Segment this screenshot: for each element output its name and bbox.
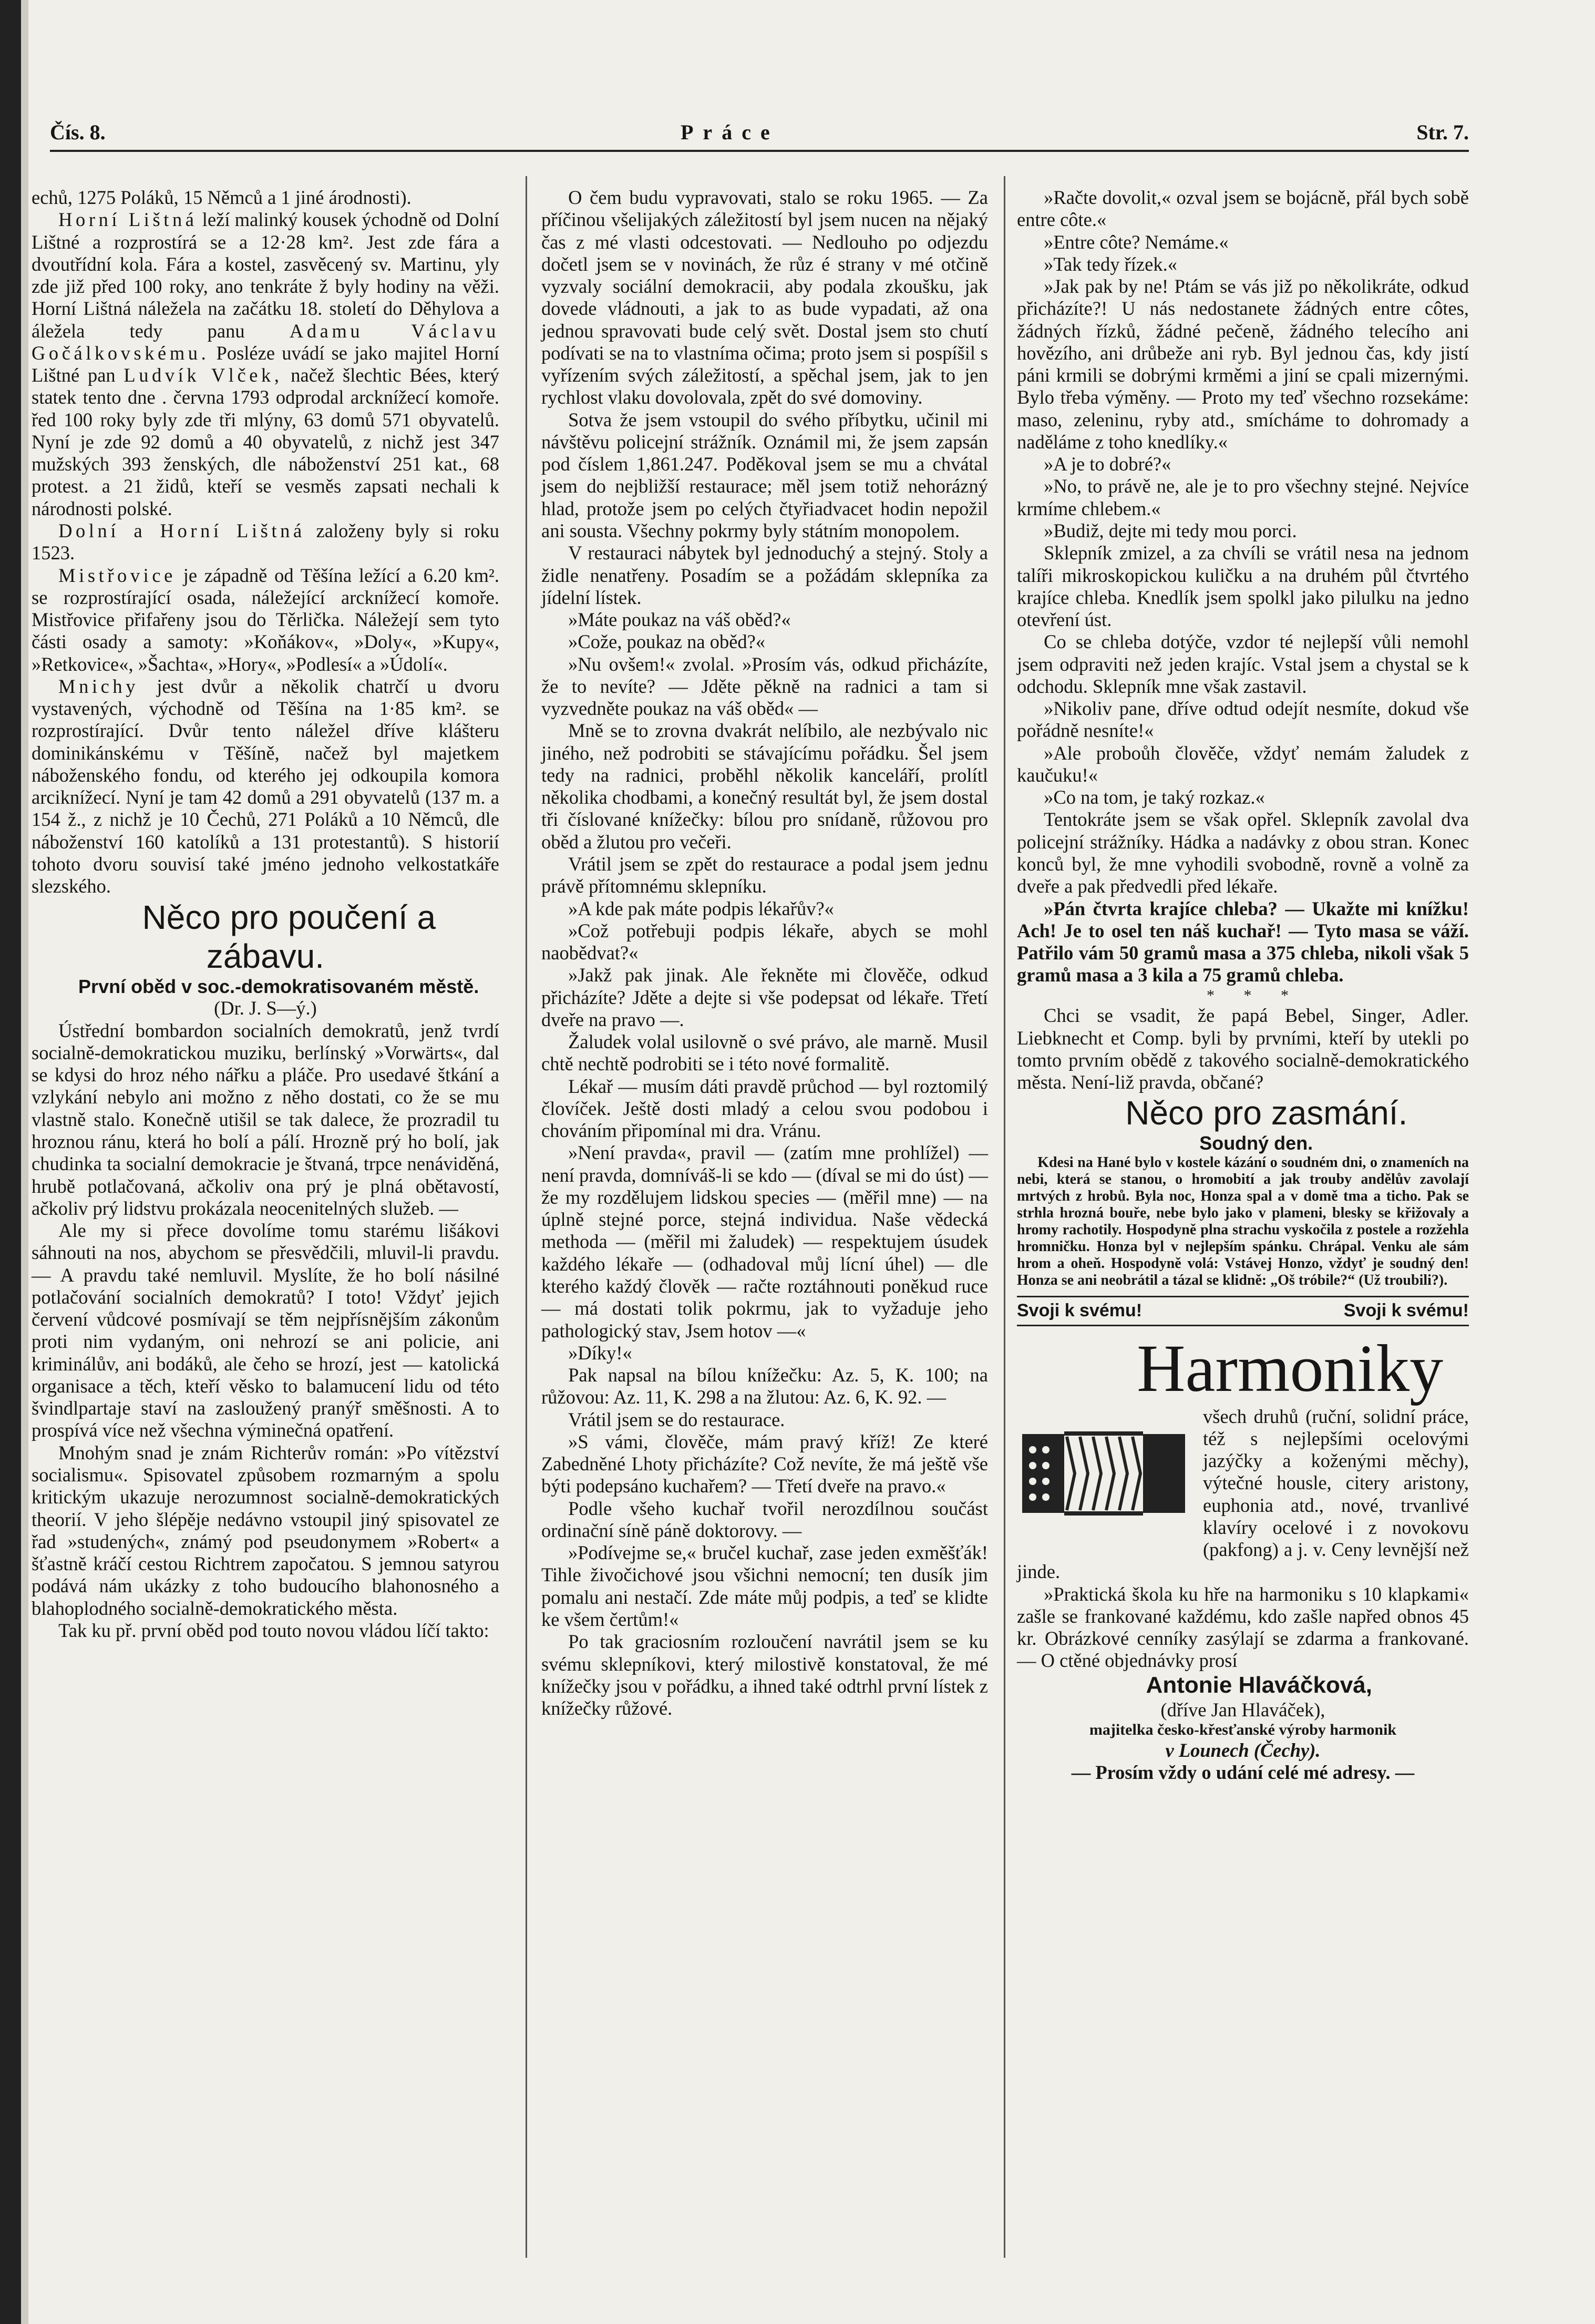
paragraph: Lékař — musím dáti pravdě průchod — byl roztomilý človíček. Ještě dosti mladý a celou svou podobou i chováním připomínal mi dra. Vránu. [541, 1075, 988, 1142]
paragraph: Mně se to zrovna dvakrát nelíbilo, ale nezbývalo nic jiného, než podrobiti se stávajícímu pořádku. Šel jsem tedy na radnici, proběhl několik kanceláří, prolítl několika chodbami, a konečný resultát byl, že jsem dostal tři číslované knížečky: bílou pro snídaně, růžovou pro oběd a žlutou pro večeři. [541, 720, 988, 853]
page-header [50, 120, 1469, 151]
paragraph: »Máte poukaz na váš oběd?« [568, 609, 791, 631]
paragraph: Vrátil jsem se do restaurace. [568, 1408, 785, 1430]
paragraph: »Račte dovolit,« ozval jsem se bojácně, přál bych sobě entre côte.« [1017, 187, 1469, 231]
paragraph: »Což potřebuji podpis lékaře, abych se mohl naobědvat?« [541, 919, 988, 964]
paragraph: »S vámi, člověče, mám pravý kříž! Ze které Zabedněné Lhoty přicházíte? Což nevíte, že má ještě vše býti podepsáno kuchařem? — Třetí dveře na pravo.« [541, 1430, 988, 1497]
paragraph: »Co na tom, je taký rozkaz.« [1044, 786, 1265, 808]
paragraph: Tak ku př. první oběd pod touto novou vládou líčí takto: [58, 1619, 489, 1641]
paragraph: »Podívejme se,« bručel kuchař, zase jeden exměšťák! Tihle živočichové jsou všichni nemocní; ten dusík jim pomalu ani nestačí. Zde máte můj podpis, a teď se klidte ke všem čertům!« [541, 1542, 988, 1630]
accordion-illustration [1017, 1413, 1190, 1534]
paragraph: »Ale proboůh člověče, vždyť nemám žaludek z kaučuku!« [1017, 742, 1469, 786]
issue-number: Čís. 8. [50, 120, 106, 144]
section-separator: * * * [1207, 986, 1301, 1004]
slogan-left: Svoji k svému! [1017, 1301, 1143, 1321]
column-divider-2 [1004, 176, 1005, 2258]
paragraph: »Jak pak by ne! Ptám se vás již po několikráte, odkud přicházíte?! U nás nedostanete žádných entre côtes, žádných řízků, žádné pečeně, žádného telecího ani hovězího, ani drůbeže ani ryb. Byl jednou čas, kdy jistí páni krmili se dobrými krměmi a jiní se cpali mizernými. Bylo třeba výměny. — Proto my teď všechno rozsekáme: maso, zeleninu, ryby atd., smícháme to dohromady a naděláme z toho knedlíky.« [1017, 275, 1469, 453]
paragraph: Sotva že jsem vstoupil do svého příbytku, učinil mi návštěvu policejní strážník. Oznámil mi, že jsem zapsán pod číslem 1,861.247. Poděkoval jsem se mu a chvátal jsem do nejbližší restaurace; měl jsem totiž nehorázný hlad, protože jsem po celých čtyřiadvacet hodin nepožil ani sousta. Všechny pokrmy byly státním monopolem. [541, 408, 988, 541]
paragraph: Mnohým snad je znám Richterův román: »Po vítězství socialismu«. Spisovatel způsobem rozmarným a spolu kritickým ukazuje nerozumnost socialně-demokratických theorií. V jeho šlépěje nedávno vstoupil jiný spisovatel ze řad »studených«, známý pod pseudonymem »Robert« a šťastně kráčí cestou Richtrem započatou. S jemnou satyrou podává nám ukázky z toho budoucího blahonosného a blahoplodného socialně-demokratického města. [32, 1441, 499, 1619]
paragraph: »Jakž pak jinak. Ale řekněte mi člověče, odkud přicházíte? Jděte a dejte si vše podepsat od lékaře. Třetí dveře na pravo —. [541, 964, 988, 1030]
advertiser-owner: majitelka česko-křesťanské výroby harmonik [1089, 1721, 1397, 1738]
section-heading: Něco pro zasmání. [1125, 1094, 1408, 1132]
joke-text: Kdesi na Hané bylo v kostele kázání o soudném dni, o znameních na nebi, která se stanou, o hromobití a jak trouby andělův zavolají mrtvých z hrobů. Byla noc, Honza spal a v domě tma a ticho. Pak se strhla hrozná bouře, nebe bylo jako v plameni, blesky se křižovaly a hromy rachotily. Hospodyně plna strachu vyskočila z postele a rozžehla hromničku. Honza byl v nejlepším spánku. Chrápal. Venku ale sám hrom a oheň. Hospodyně volá: Vstávej Honzo, vždyť je soudný den! Honza se ani neobrátil a tázal se klidně: „Oš tróbile?“ (Už troubili?). [1017, 1154, 1469, 1288]
paragraph: »Díky!« [568, 1342, 632, 1364]
paragraph: Ale my si přece dovolíme tomu starému lišákovi sáhnouti na nos, abychom se přesvědčili, mluvil-li pravdu. — A pravdu také nemluvil. Myslíte, že ho bolí násilné potlačování socialních demokratů? I toto! Vždyť jejich červení vůdcové posmívají se těm nejpřísnějším zákonům proti nim vydaným, oni nehrozí se ani policie, ani kriminálův, ani bodáků, ale čeho se hrozí, jest — katolická organisace a těch, kteří věsko to balamucení lidu od této švindlpartaje staví na zasloužený pranýř směšnosti. A to prospívá více než všechna výminečná opatření. [32, 1220, 499, 1441]
newspaper-title: Práce [681, 120, 779, 144]
paragraph: Ústřední bombardon socialních demokratů, jenž tvrdí socialně-demokratickou muziku, berlínský »Vorwärts«, dal se kdysi do hroz ného nářku a pláče. Pro usedavé štkání a vzlykání nebylo ani možno z něho dostati, co že se mu vlastně stalo. Konečně utišil se tak dalece, že prozradil tu hroznou ránu, která ho bolí a pálí. Hrozně prý ho bolí, jak chudinka ta socialní demokracie je štvaná, trpce nenáviděná, hrubě potlačovaná, ačkoliv ona prý je plná obětavostí, ačkoliv prý lidstvu prokázala neocenitelných služeb. — [32, 1019, 499, 1219]
paragraph: Žaludek volal usilovně o své právo, ale marně. Musil chtě nechtě podrobiti se i této nové formalitě. [541, 1031, 988, 1075]
column-2 [541, 187, 988, 1719]
advertiser-previous: (dříve Jan Hlaváček), [1160, 1698, 1325, 1721]
paragraph: Po tak graciosním rozloučení navrátil jsem se ku svému sklepníkovi, který milostivě konstatoval, že mé knížečky jsou v pořádku, a ihned také odtrhl první lístek z knížečky růžové. [541, 1631, 988, 1719]
paragraph: »No, to právě ne, ale je to pro všechny stejné. Nejvíce krmíme chlebem.« [1017, 475, 1469, 519]
paragraph: Co se chleba dotýče, vzdor té nejlepší vůli nemohl jsem odpraviti než jeden krajíc. Vstal jsem a chystal se k odchodu. Sklepník mne však zastavil. [1017, 631, 1469, 697]
article-author: (Dr. J. S—ý.) [214, 997, 317, 1019]
paragraph: Podle všeho kuchař tvořil nerozdílnou součást ordinační síně páně doktorovy. — [541, 1497, 988, 1541]
paragraph: V restauraci nábytek byl jednoduchý a stejný. Stoly a židle nenatřeny. Posadím se a požádám sklepníka za jídelní lístek. [541, 542, 988, 608]
advertisement-title: Harmoniky [1137, 1330, 1444, 1406]
paragraph: »Budiž, dejte mi tedy mou porci. [1044, 519, 1297, 541]
article-title: První oběd v soc.-demokratisovaném městě. [78, 975, 479, 997]
paragraph: Vrátil jsem se zpět do restaurace a podal jsem jednu právě přítomnému sklepníku. [541, 853, 988, 897]
header-rule [50, 150, 1469, 152]
column-1 [32, 187, 499, 1642]
paragraph: O čem budu vypravovati, stalo se roku 1965. — Za příčinou všelijakých záležitostí byl jsem nucen na nějaký čas z mé vlasti odcestovati. — Nedlouho po odjezdu dočetl jsem se v novinách, že růz é strany v mé otčině vyzvaly sociální demokracii, aby podala zkoušku, jak dovede vládnouti, a jak to as bude vypadati, až ona jednou spravovati bude celý svět. Dostal jsem sto chutí podívati se na to vlastníma očima; proto jsem si pospíšil s vyřízením svých záležitostí, a spěchal jsem, jak to jen rychlost vlaku dovolovala, zpět do své domoviny. [541, 187, 988, 408]
paragraph: Mnichy jest dvůr a několik chatrčí u dvoru vystavených, východně od Těšína na 1·85 km². se rozprostírající. Dvůr tento náležel dříve klášteru dominikánskému v Těšíně, načež byl majetkem náboženského fondu, od kterého jej odkoupila komora arciknížecí. Nyní je tam 42 domů a 291 obyvatelů (137 m. a 154 ž., z nichž je 10 Čechů, 271 Poláků a 10 Němců, dle náboženství 160 katolíků a 131 protestantů). S historií tohoto dvoru souvisí také jméno jednoho velkostatkáře slezského. [32, 675, 499, 897]
paragraph: Tentokráte jsem se však opřel. Sklepník zavolal dva policejní strážníky. Hádka a nadávky z obou stran. Konec konců byl, že mne vyhodili svobodně, rovně a volně za dveře a pak předvedli před lékaře. [1017, 808, 1469, 897]
paragraph: Dolní a Horní Lištná založeny byly si roku 1523. [32, 519, 499, 564]
paragraph: »Není pravda«, pravil — (zatím mne prohlížel) — není pravda, domníváš-li se kdo — (díval se mi do úst) — že my rozdělujem lidskou species — (měřil mne) — na úplně stejné porce, stejná individua. Naše vědecká methoda — (měřil mi žaludek) — respektujem úsudek každého lékaře — (odhadoval můj lícní úhel) — dle kterého každý člověk — račte roztáhnouti poněkud ruce — má dostati tolik pokrmu, jak to vyžaduje jeho pathologický stav, Jsem hotov —« [541, 1142, 988, 1342]
paragraph: »Nikoliv pane, dříve odtud odejít nesmíte, dokud vše pořádně nesníte!« [1017, 698, 1469, 742]
paragraph: Sklepník zmizel, a za chvíli se vrátil nesa na jednom talíři mikroskopickou kuličku a na druhém půl čtvrtého krajíce chleba. Knedlík jsem spolkl jako pilulku na jedno otevření úst. [1017, 542, 1469, 631]
advertisement-text: všech druhů (ruční, solidní práce, též s nejlepšími ocelovými jazýčky a koženými měchy), výtečné housle, citery aristony, euphonia atd., nové, trvanlivé klavíry ocelové i z novokovu (pakfong) a j. v. Ceny levnější než jinde. [1017, 1405, 1469, 1583]
page-number: Str. 7. [1416, 120, 1469, 144]
paragraph: »Nu ovšem!« zvolal. »Prosím vás, odkud přicházíte, že to nevíte? — Jděte pěkně na radnici a tam si vyzvedněte poukaz na váš oběd« — [541, 653, 988, 720]
article-title: Soudný den. [1199, 1132, 1313, 1154]
paragraph: Mistřovice je západně od Těšína ležící a 6.20 km². se rozprostírající osada, náležející arcknížecí komoře. Mistřovice přifařeny jsou do Těrlička. Náležejí sem tyto části osady a samoty: »Koňákov«, »Doly«, »Kupy«, »Retkovice«, »Šachta«, »Hory«, »Podlesí« a »Údolí«. [32, 564, 499, 675]
paragraph: Chci se vsadit, že papá Bebel, Singer, Adler. Liebknecht et Comp. byli by prvními, kteří by utekli po tomto prvním obědě z takového socialně-demokratického města. Není-liž pravda, občané? [1017, 1005, 1469, 1093]
paragraph: »A je to dobré?« [1044, 453, 1171, 475]
slogan-banner [1017, 1296, 1469, 1326]
column-divider-1 [526, 176, 527, 2258]
paragraph: »A kde pak máte podpis lékařův?« [568, 897, 834, 919]
advertisement-footer: — Prosím vždy o udání celé mé adresy. — [1071, 1761, 1415, 1783]
paragraph: »Tak tedy řízek.« [1044, 253, 1177, 275]
advertiser-name: Antonie Hlaváčková, [1146, 1672, 1372, 1698]
column-3 [1017, 187, 1469, 1784]
paragraph: Horní Lištná leží malinký kousek ýchodně od Dolní Lištné a rozprostírá se a 12·28 km². Jest zde fára a dvoutřídní kola. Fára a kostel, zasvěcený sv. Martinu, yly zde již před 100 roky, ano tenkráte ž byly hodiny na věži. Horní Lištná náležela na začátku 18. století do Děhylova a áležela tedy panu Adamu Václavu Gočálkovskému. Posléze uvádí se jako majitel Horní Lištné pan Ludvík Vlček, načež šlechtic Bées, který statek tento dne . června 1793 odprodal arcknížecí komoře. řed 100 roky byly zde tři mlýny, 63 domů 571 obyvatelů. Nyní je zde 92 domů a 40 obyvatelů, z nichž jest 347 mužských 393 ženských, dle náboženství 251 kat., 68 protest. a 21 židů, kteří se vesměs zapsati nechali k národnosti polské. [32, 209, 500, 519]
section-heading: Něco pro poučení a zábavu. [142, 898, 436, 975]
paragraph: »Cože, poukaz na oběd?« [568, 631, 766, 653]
page-binding-shadow [21, 0, 28, 2324]
page-binding-edge [0, 0, 21, 2324]
advertiser-place: v Lounech (Čechy). [1165, 1739, 1321, 1761]
advertisement-text: »Praktická škola ku hře na harmoniku s 10 klapkami« zašle se frankované každému, kdo zašle napřed obnos 45 kr. Obrázkové cenníky zasýlají se zdarma a frankované. — O ctěné objednávky prosí [1017, 1583, 1469, 1672]
paragraph: Pak napsal na bílou knížečku: Az. 5, K. 100; na růžovou: Az. 11, K. 298 a na žlutou: Az. 6, K. 92. — [541, 1364, 988, 1408]
paragraph: »Pán čtvrta krajíce chleba? — Ukažte mi knížku! Ach! Je to osel ten náš kuchař! — Tyto masa se váží. Patřilo vám 50 gramů masa a 375 chleba, nikoli však 5 gramů masa a 3 kila a 75 gramů chleba. [1017, 897, 1469, 986]
paragraph: »Entre côte? Nemáme.« [1044, 231, 1229, 253]
paragraph: echů, 1275 Poláků, 15 Němců a 1 jiné árodnosti). [32, 187, 411, 208]
slogan-right: Svoji k svému! [1343, 1301, 1469, 1321]
